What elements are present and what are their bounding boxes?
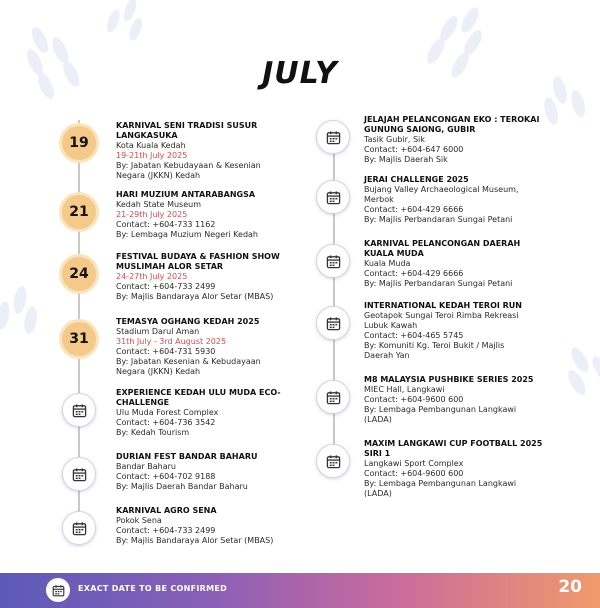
footer-note: EXACT DATE TO BE CONFIRMED xyxy=(78,584,228,593)
event-info: Contact: +604-465 5745 xyxy=(364,331,464,340)
calendar-icon xyxy=(316,380,350,414)
event-date: 24-27th July 2025 xyxy=(116,272,188,281)
event-details xyxy=(364,439,560,499)
event-info: Contact: +604-733 2499 xyxy=(116,282,216,291)
event-details xyxy=(116,388,296,438)
event-details xyxy=(364,375,560,425)
event-info: Contact: +604-9600 600 xyxy=(364,395,464,404)
event-title: CHALLENGE xyxy=(116,398,170,407)
calendar-icon xyxy=(316,244,350,278)
event-info: (LADA) xyxy=(364,489,392,498)
event-info: By: Majlis Perbandaran Sungai Petani xyxy=(364,279,513,288)
calendar-icon xyxy=(316,306,350,340)
event-info: Kedah State Museum xyxy=(116,200,202,209)
event-info: Ulu Muda Forest Complex xyxy=(116,408,219,417)
calendar-icon xyxy=(46,578,70,602)
event-info: Bujang Valley Archaeological Museum, xyxy=(364,185,519,194)
event-title: MUSLIMAH ALOR SETAR xyxy=(116,262,224,271)
calendar-icon xyxy=(316,120,350,154)
event-info: Daerah Yan xyxy=(364,351,410,360)
event-title: KARNIVAL SENI TRADISI SUSUR xyxy=(116,121,258,130)
event-details xyxy=(364,239,560,289)
event-info: Contact: +604-736 3542 xyxy=(116,418,216,427)
event-info: Negara (JKKN) Kedah xyxy=(116,367,201,376)
event-details xyxy=(116,190,296,240)
event-title: KARNIVAL AGRO SENA xyxy=(116,506,217,515)
event-info: Contact: +604-731 5930 xyxy=(116,347,216,356)
calendar-icon xyxy=(62,511,96,545)
event-info: Contact: +604-733 2499 xyxy=(116,526,216,535)
event-title: FESTIVAL BUDAYA & FASHION SHOW xyxy=(116,252,280,261)
event-details xyxy=(364,175,560,225)
event-details xyxy=(116,317,296,377)
event-title: HARI MUZIUM ANTARABANGSA xyxy=(116,190,256,199)
event-details xyxy=(116,506,296,546)
event-date: 19-21th July 2025 xyxy=(116,151,188,160)
date-badge: 31 xyxy=(62,322,96,356)
event-date: 21-29th July 2025 xyxy=(116,210,188,219)
event-title: SIRI 1 xyxy=(364,449,391,458)
event-info: Bandar Baharu xyxy=(116,462,176,471)
event-title: TEMASYA OGHANG KEDAH 2025 xyxy=(116,317,260,326)
event-info: Contact: +604-647 6000 xyxy=(364,145,464,154)
event-title: JERAI CHALLENGE 2025 xyxy=(364,175,469,184)
event-info: Kota Kuala Kedah xyxy=(116,141,186,150)
event-info: By: Kedah Tourism xyxy=(116,428,190,437)
event-title: EXPERIENCE KEDAH ULU MUDA ECO- xyxy=(116,388,281,397)
event-title: M8 MALAYSIA PUSHBIKE SERIES 2025 xyxy=(364,375,534,384)
event-info: Negara (JKKN) Kedah xyxy=(116,171,201,180)
calendar-icon xyxy=(62,393,96,427)
event-info: By: Majlis Daerah Bandar Baharu xyxy=(116,482,248,491)
event-info: By: Lembaga Muzium Negeri Kedah xyxy=(116,230,258,239)
event-info: By: Jabatan Kebudayaan & Kesenian xyxy=(116,161,261,170)
event-details xyxy=(116,252,296,302)
event-title: LANGKASUKA xyxy=(116,131,178,140)
event-details xyxy=(116,121,296,181)
event-info: Contact: +604-429 6666 xyxy=(364,205,464,214)
date-badge: 19 xyxy=(62,126,96,160)
event-info: By: Majlis Perbandaran Sungai Petani xyxy=(364,215,513,224)
event-title: KUALA MUDA xyxy=(364,249,424,258)
event-info: Tasik Gubir, Sik xyxy=(364,135,425,144)
event-info: By: Majlis Bandaraya Alor Setar (MBAS) xyxy=(116,292,274,301)
event-details xyxy=(364,115,560,165)
event-info: By: Lembaga Pembangunan Langkawi xyxy=(364,479,517,488)
date-badge: 21 xyxy=(62,195,96,229)
event-info: Contact: +604-733 1162 xyxy=(116,220,216,229)
event-info: MIEC Hall, Langkawi xyxy=(364,385,445,394)
event-title: INTERNATIONAL KEDAH TEROI RUN xyxy=(364,301,522,310)
event-info: Stadium Darul Aman xyxy=(116,327,200,336)
calendar-icon xyxy=(316,444,350,478)
event-title: GUNUNG SAIONG, GUBIR xyxy=(364,125,476,134)
event-info: Merbok xyxy=(364,195,394,204)
event-info: By: Majlis Daerah Sik xyxy=(364,155,448,164)
event-title: KARNIVAL PELANCONGAN DAERAH xyxy=(364,239,521,248)
page-number: 20 xyxy=(558,577,582,597)
event-title: JELAJAH PELANCONGAN EKO : TEROKAI xyxy=(364,115,540,124)
event-info: By: Jabatan Kesenian & Kebudayaan xyxy=(116,357,261,366)
event-info: By: Lembaga Pembangunan Langkawi xyxy=(364,405,517,414)
date-badge: 24 xyxy=(62,257,96,291)
event-info: Langkawi Sport Complex xyxy=(364,459,464,468)
event-info: Pokok Sena xyxy=(116,516,162,525)
event-info: Kuala Muda xyxy=(364,259,411,268)
event-info: Geotapok Sungai Teroi Rimba Rekreasi xyxy=(364,311,519,320)
calendar-icon xyxy=(62,457,96,491)
calendar-icon xyxy=(316,180,350,214)
event-info: (LADA) xyxy=(364,415,392,424)
event-details xyxy=(116,452,296,492)
event-info: Contact: +604-702 9188 xyxy=(116,472,216,481)
event-title: MAXIM LANGKAWI CUP FOOTBALL 2025 xyxy=(364,439,543,448)
event-details xyxy=(364,301,560,361)
event-title: DURIAN FEST BANDAR BAHARU xyxy=(116,452,258,461)
event-info: By: Komuniti Kg. Teroi Bukit / Majlis xyxy=(364,341,505,350)
event-info: Contact: +604-429 6666 xyxy=(364,269,464,278)
event-date: 31th July - 3rd August 2025 xyxy=(116,337,227,346)
event-info: Contact: +604-9600 600 xyxy=(364,469,464,478)
event-info: By: Majlis Bandaraya Alor Setar (MBAS) xyxy=(116,536,274,545)
event-info: Lubuk Kawah xyxy=(364,321,418,330)
page-title: JULY xyxy=(262,56,338,91)
